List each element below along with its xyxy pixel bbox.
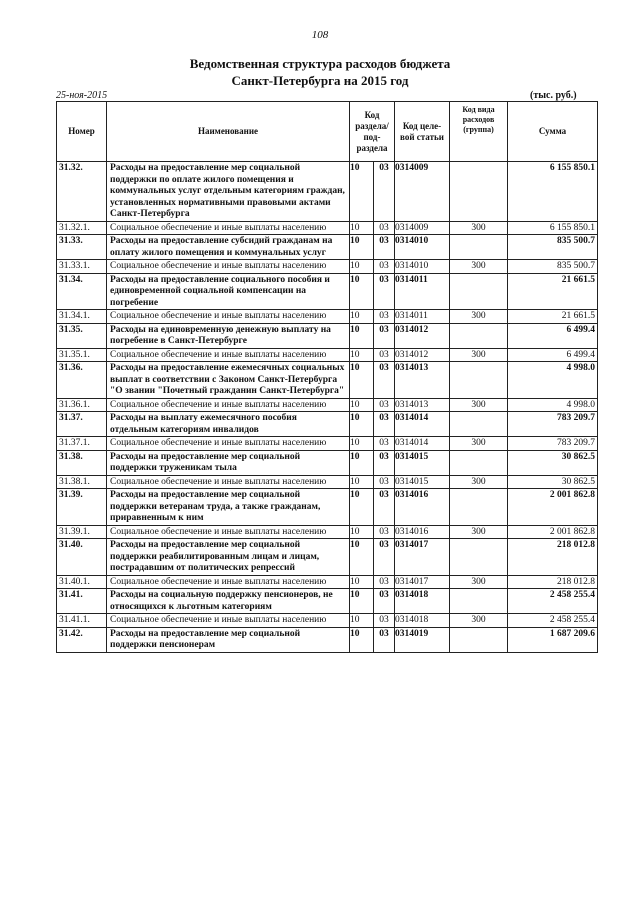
row-expense-type-code: 300: [450, 260, 508, 274]
row-subsection-code: 03: [374, 589, 395, 614]
row-sum: 783 209.7: [508, 412, 598, 437]
row-expense-type-code: [450, 589, 508, 614]
row-subsection-code: 03: [374, 398, 395, 412]
row-name: Расходы на выплату ежемесячного пособия отдельным категориям инвалидов: [107, 412, 350, 437]
row-number: 31.39.1.: [57, 525, 107, 539]
table-row: [57, 362, 598, 399]
row-number: 31.40.1.: [57, 575, 107, 589]
row-name: Социальное обеспечение и иные выплаты населению: [107, 575, 350, 589]
row-number: 31.40.: [57, 539, 107, 576]
row-expense-type-code: [450, 412, 508, 437]
table-row: [57, 575, 598, 589]
row-subsection-code: 03: [374, 539, 395, 576]
table-row: [57, 539, 598, 576]
row-sum: 2 001 862.8: [508, 489, 598, 526]
row-number: 31.35.: [57, 323, 107, 348]
table-row: [57, 412, 598, 437]
row-sum: 6 499.4: [508, 348, 598, 362]
row-name: Социальное обеспечение и иные выплаты населению: [107, 348, 350, 362]
row-number: 31.42.: [57, 627, 107, 652]
row-section-code: 10: [350, 489, 374, 526]
row-number: 31.39.: [57, 489, 107, 526]
row-name: Социальное обеспечение и иные выплаты населению: [107, 614, 350, 628]
row-target-code: 0314009: [395, 221, 450, 235]
row-section-code: 10: [350, 310, 374, 324]
row-expense-type-code: [450, 235, 508, 260]
row-number: 31.41.1.: [57, 614, 107, 628]
row-name: Социальное обеспечение и иные выплаты населению: [107, 437, 350, 451]
row-section-code: 10: [350, 475, 374, 489]
row-number: 31.33.1.: [57, 260, 107, 274]
row-name: Расходы на предоставление мер социальной поддержки ветеранам труда, а также гражданам, приравненным к ним: [107, 489, 350, 526]
header-name: Наименование: [107, 102, 350, 162]
row-subsection-code: 03: [374, 575, 395, 589]
header-section-code: Код раздела/ под- раздела: [350, 102, 395, 162]
row-sum: 835 500.7: [508, 235, 598, 260]
table-row: [57, 260, 598, 274]
row-number: 31.34.1.: [57, 310, 107, 324]
header-number: Номер: [57, 102, 107, 162]
row-sum: 6 155 850.1: [508, 162, 598, 222]
row-target-code: 0314013: [395, 362, 450, 399]
row-expense-type-code: 300: [450, 575, 508, 589]
row-section-code: 10: [350, 273, 374, 310]
table-row: [57, 525, 598, 539]
row-expense-type-code: [450, 162, 508, 222]
row-sum: 2 458 255.4: [508, 589, 598, 614]
row-name: Расходы на единовременную денежную выплату на погребение в Санкт-Петербурге: [107, 323, 350, 348]
row-subsection-code: 03: [374, 489, 395, 526]
row-name: Социальное обеспечение и иные выплаты населению: [107, 310, 350, 324]
page-number: 108: [311, 29, 329, 41]
table-row: [57, 323, 598, 348]
row-number: 31.38.: [57, 450, 107, 475]
row-expense-type-code: [450, 323, 508, 348]
units-label: (тыс. руб.): [530, 90, 577, 101]
row-expense-type-code: 300: [450, 348, 508, 362]
row-target-code: 0314009: [395, 162, 450, 222]
row-expense-type-code: 300: [450, 475, 508, 489]
table-row: [57, 235, 598, 260]
document-subtitle: Санкт-Петербурга на 2015 год: [231, 73, 409, 88]
row-subsection-code: 03: [374, 614, 395, 628]
row-subsection-code: 03: [374, 525, 395, 539]
row-target-code: 0314011: [395, 273, 450, 310]
row-name: Расходы на предоставление социального пособия и единовременной социальной компенсации на погребение: [107, 273, 350, 310]
row-sum: 2 458 255.4: [508, 614, 598, 628]
row-number: 31.38.1.: [57, 475, 107, 489]
row-sum: 6 155 850.1: [508, 221, 598, 235]
row-section-code: 10: [350, 525, 374, 539]
row-target-code: 0314013: [395, 398, 450, 412]
row-target-code: 0314012: [395, 348, 450, 362]
row-name: Социальное обеспечение и иные выплаты населению: [107, 221, 350, 235]
row-section-code: 10: [350, 450, 374, 475]
row-subsection-code: 03: [374, 162, 395, 222]
row-name: Расходы на предоставление мер социальной поддержки труженикам тыла: [107, 450, 350, 475]
row-section-code: 10: [350, 221, 374, 235]
row-subsection-code: 03: [374, 412, 395, 437]
row-target-code: 0314010: [395, 260, 450, 274]
row-sum: 6 499.4: [508, 323, 598, 348]
row-subsection-code: 03: [374, 221, 395, 235]
row-expense-type-code: [450, 489, 508, 526]
document-date: 25-ноя-2015: [56, 90, 108, 101]
row-expense-type-code: 300: [450, 398, 508, 412]
row-name: Расходы на предоставление мер социальной поддержки по оплате жилого помещения и коммунальных услуг отдельным категориям граждан, установленных нормативными правовыми актами Санкт-Петербурга: [107, 162, 350, 222]
row-subsection-code: 03: [374, 475, 395, 489]
row-section-code: 10: [350, 437, 374, 451]
row-sum: 21 661.5: [508, 310, 598, 324]
row-section-code: 10: [350, 398, 374, 412]
row-number: 31.32.1.: [57, 221, 107, 235]
row-number: 31.32.: [57, 162, 107, 222]
table-header: [57, 102, 598, 162]
table-row: [57, 437, 598, 451]
row-name: Расходы на предоставление мер социальной поддержки пенсионерам: [107, 627, 350, 652]
table-row: [57, 450, 598, 475]
table-row: [57, 627, 598, 652]
row-subsection-code: 03: [374, 310, 395, 324]
row-section-code: 10: [350, 260, 374, 274]
row-number: 31.41.: [57, 589, 107, 614]
document-title: Ведомственная структура расходов бюджета: [189, 56, 451, 71]
row-sum: 783 209.7: [508, 437, 598, 451]
row-target-code: 0314018: [395, 614, 450, 628]
row-sum: 4 998.0: [508, 398, 598, 412]
row-sum: 4 998.0: [508, 362, 598, 399]
row-section-code: 10: [350, 348, 374, 362]
row-name: Социальное обеспечение и иные выплаты населению: [107, 398, 350, 412]
table-row: [57, 310, 598, 324]
row-subsection-code: 03: [374, 273, 395, 310]
row-number: 31.36.1.: [57, 398, 107, 412]
row-sum: 218 012.8: [508, 539, 598, 576]
row-expense-type-code: 300: [450, 437, 508, 451]
row-number: 31.37.1.: [57, 437, 107, 451]
table-row: [57, 614, 598, 628]
table-row: [57, 589, 598, 614]
row-sum: 30 862.5: [508, 475, 598, 489]
row-target-code: 0314016: [395, 489, 450, 526]
row-expense-type-code: [450, 627, 508, 652]
row-section-code: 10: [350, 589, 374, 614]
row-name: Расходы на предоставление ежемесячных социальных выплат в соответствии с Законом Санкт-Петербурга "О звании "Почетный гражданин Санкт-Петербурга": [107, 362, 350, 399]
row-expense-type-code: 300: [450, 614, 508, 628]
header-sum: Сумма: [508, 102, 598, 162]
row-target-code: 0314019: [395, 627, 450, 652]
row-section-code: 10: [350, 575, 374, 589]
row-subsection-code: 03: [374, 348, 395, 362]
row-target-code: 0314011: [395, 310, 450, 324]
row-name: Социальное обеспечение и иные выплаты населению: [107, 260, 350, 274]
row-expense-type-code: [450, 273, 508, 310]
row-sum: 21 661.5: [508, 273, 598, 310]
row-subsection-code: 03: [374, 450, 395, 475]
row-subsection-code: 03: [374, 323, 395, 348]
row-target-code: 0314014: [395, 437, 450, 451]
row-expense-type-code: [450, 362, 508, 399]
row-target-code: 0314015: [395, 450, 450, 475]
row-section-code: 10: [350, 412, 374, 437]
row-target-code: 0314012: [395, 323, 450, 348]
table-body: [57, 162, 598, 653]
row-name: Социальное обеспечение и иные выплаты населению: [107, 525, 350, 539]
row-number: 31.33.: [57, 235, 107, 260]
row-number: 31.34.: [57, 273, 107, 310]
budget-table: [56, 101, 598, 653]
table-row: [57, 162, 598, 222]
header-expense-type-code: Код вида расходов (группа): [450, 102, 508, 162]
row-target-code: 0314015: [395, 475, 450, 489]
table-row: [57, 475, 598, 489]
table-row: [57, 398, 598, 412]
row-target-code: 0314017: [395, 575, 450, 589]
row-number: 31.35.1.: [57, 348, 107, 362]
row-subsection-code: 03: [374, 260, 395, 274]
row-expense-type-code: [450, 450, 508, 475]
row-section-code: 10: [350, 539, 374, 576]
row-section-code: 10: [350, 627, 374, 652]
row-name: Социальное обеспечение и иные выплаты населению: [107, 475, 350, 489]
table-row: [57, 348, 598, 362]
row-section-code: 10: [350, 162, 374, 222]
row-sum: 218 012.8: [508, 575, 598, 589]
row-expense-type-code: 300: [450, 525, 508, 539]
row-name: Расходы на социальную поддержку пенсионеров, не относящихся к льготным категориям: [107, 589, 350, 614]
row-number: 31.37.: [57, 412, 107, 437]
row-target-code: 0314010: [395, 235, 450, 260]
table-row: [57, 273, 598, 310]
row-subsection-code: 03: [374, 437, 395, 451]
row-section-code: 10: [350, 235, 374, 260]
row-target-code: 0314016: [395, 525, 450, 539]
row-subsection-code: 03: [374, 235, 395, 260]
row-name: Расходы на предоставление субсидий гражданам на оплату жилого помещения и коммунальных услуг: [107, 235, 350, 260]
row-target-code: 0314017: [395, 539, 450, 576]
row-expense-type-code: 300: [450, 221, 508, 235]
table-row: [57, 221, 598, 235]
row-expense-type-code: [450, 539, 508, 576]
row-subsection-code: 03: [374, 627, 395, 652]
row-section-code: 10: [350, 362, 374, 399]
row-sum: 835 500.7: [508, 260, 598, 274]
row-sum: 30 862.5: [508, 450, 598, 475]
row-name: Расходы на предоставление мер социальной поддержки реабилитированным лицам и лицам, пострадавшим от политических репрессий: [107, 539, 350, 576]
row-number: 31.36.: [57, 362, 107, 399]
row-target-code: 0314014: [395, 412, 450, 437]
row-section-code: 10: [350, 614, 374, 628]
row-section-code: 10: [350, 323, 374, 348]
header-target-code: Код целе- вой статьи: [395, 102, 450, 162]
row-expense-type-code: 300: [450, 310, 508, 324]
row-subsection-code: 03: [374, 362, 395, 399]
row-sum: 1 687 209.6: [508, 627, 598, 652]
row-target-code: 0314018: [395, 589, 450, 614]
row-sum: 2 001 862.8: [508, 525, 598, 539]
table-row: [57, 489, 598, 526]
